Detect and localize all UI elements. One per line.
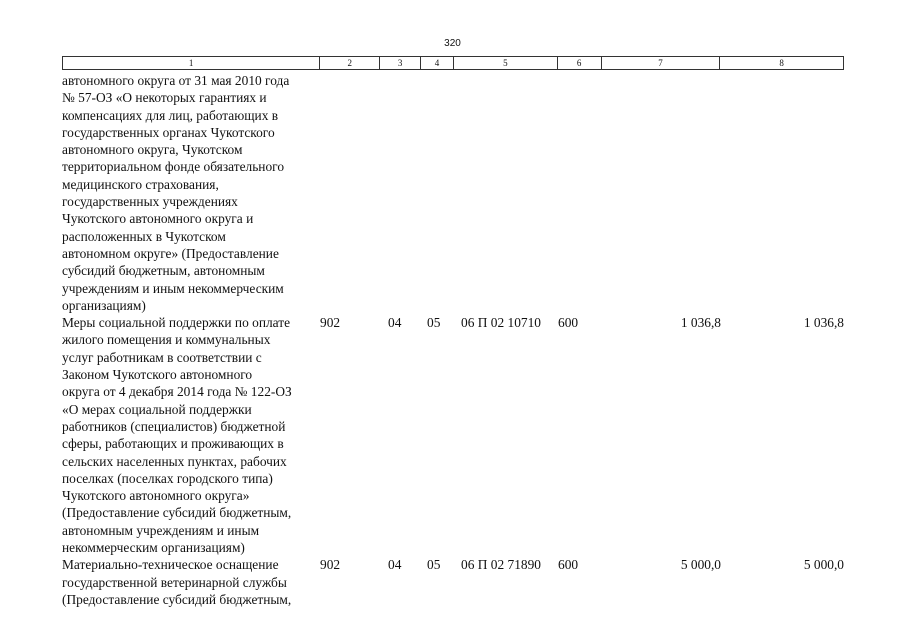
cell-section: 04 <box>388 557 402 573</box>
cell-expense-type: 600 <box>558 315 579 331</box>
column-header: 4 <box>421 57 454 69</box>
cell-section: 04 <box>388 315 402 331</box>
cell-ministry-code: 902 <box>320 557 341 573</box>
cell-subsection: 05 <box>427 315 441 331</box>
table-body <box>62 72 844 608</box>
cell-amount: 5 000,0 <box>680 557 721 573</box>
cell-subsection: 05 <box>427 557 441 573</box>
row-description: автономного округа от 31 мая 2010 года № 57-ОЗ «О некоторых гарантиях и компенсациях для лиц, работающих в государственных органах Чукотского автономного округа, Чукотском территориальном фонде обязательного медицинского страхования, государственных учреждениях Чукотского автономного округа и расположенных в Чукотском автономном округе» (Предоставление субсидий бюджетным, автономным учреждениям и иным некоммерческим организациям) <box>62 73 290 313</box>
column-header: 8 <box>779 58 784 68</box>
cell-amount: 1 036,8 <box>803 315 844 331</box>
row-description: Материально-техническое оснащение государственной ветеринарной службы (Предоставление субсидий бюджетным, <box>62 557 292 607</box>
column-header: 7 <box>602 57 721 69</box>
column-header: 5 <box>454 57 558 69</box>
table-row <box>62 72 844 314</box>
column-header: 6 <box>558 57 602 69</box>
cell-amount: 5 000,0 <box>803 557 844 573</box>
cell-target-article: 06 П 02 10710 <box>461 315 541 331</box>
column-header: 2 <box>320 57 380 69</box>
table-header <box>62 56 844 70</box>
row-description: Меры социальной поддержки по оплате жилого помещения и коммунальных услуг работникам в соответствии с Законом Чукотского автономного округа от 4 декабря 2014 года № 122-ОЗ «О мерах социальной поддержки работников (специалистов) бюджетной сферы, работающих и проживающих в сельских населенных пунктах, рабочих поселках (поселках городского типа) Чукотского автономного округа» (Предоставление субсидий бюджетным, автономным учреждениям и иным некоммерческим организациям) <box>62 315 292 556</box>
page-number: 320 <box>444 38 461 49</box>
cell-amount: 1 036,8 <box>680 315 721 331</box>
table-row <box>62 556 844 608</box>
column-header: 1 <box>63 57 320 69</box>
cell-ministry-code: 902 <box>320 315 341 331</box>
cell-expense-type: 600 <box>558 557 579 573</box>
column-header: 3 <box>380 57 421 69</box>
table-row <box>62 314 844 556</box>
cell-target-article: 06 П 02 71890 <box>461 557 541 573</box>
